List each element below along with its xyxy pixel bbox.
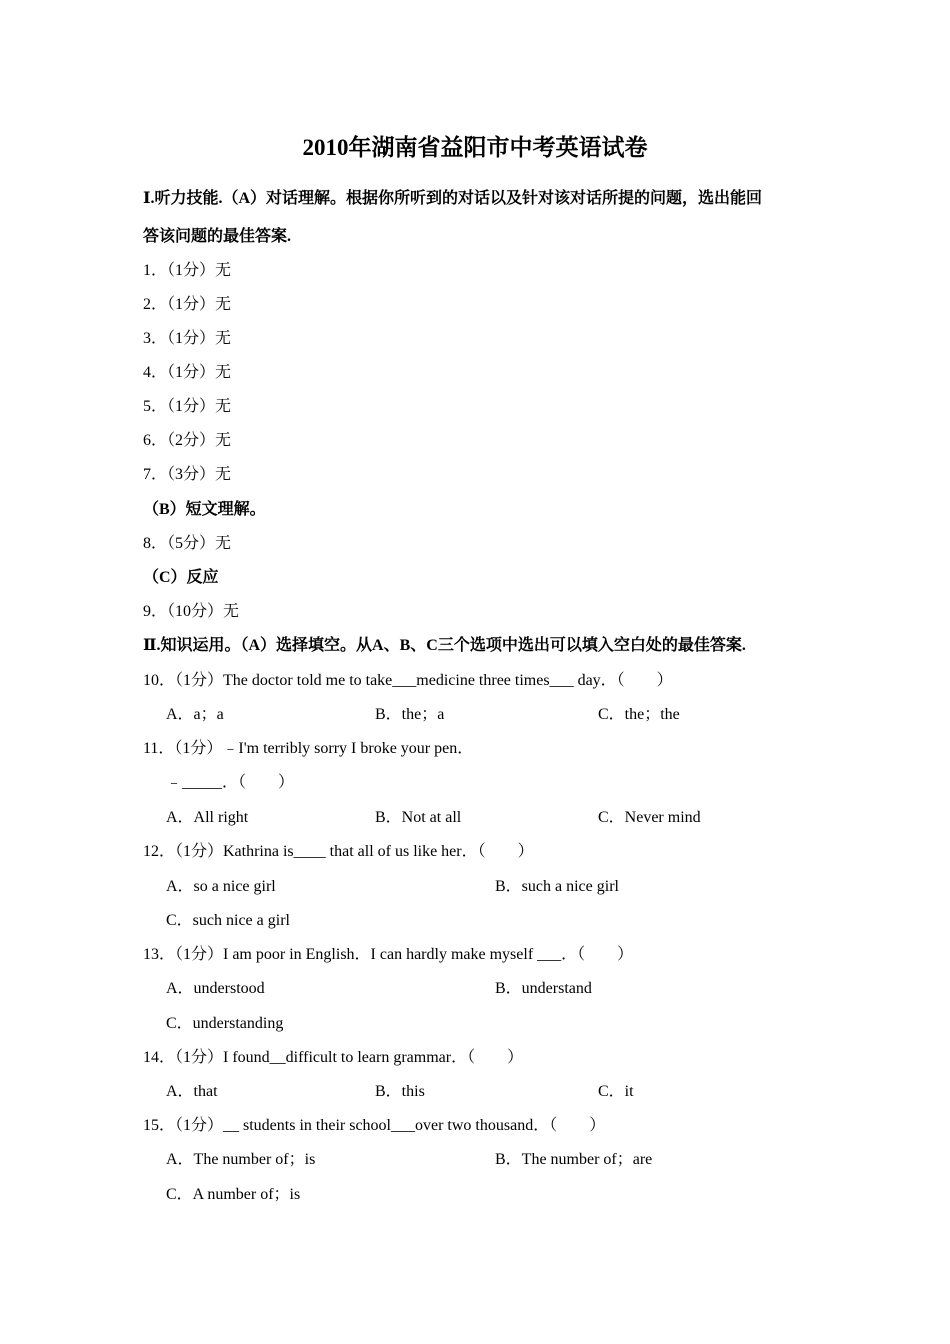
question-15-option-c: C．A number of；is [166, 1186, 301, 1203]
question-11-option-b: B．Not at all [375, 809, 462, 826]
listening-item-5: 5．（1分）无 [143, 398, 232, 415]
question-11-option-a: A．All right [166, 809, 249, 826]
question-10-stem: 10．（1分）The doctor told me to take___medicine three times___ day．（ ） [143, 672, 673, 689]
question-11-stem: 11．（1分）﹣I'm terribly sorry I broke your pen． [143, 740, 474, 757]
question-13-option-c: C．understanding [166, 1015, 284, 1032]
section-2-heading: Ⅱ.知识运用。（A）选择填空。从A、B、C三个选项中选出可以填入空白处的最佳答案. [143, 637, 746, 654]
listening-item-3: 3．（1分）无 [143, 330, 232, 347]
question-11-option-c: C．Never mind [598, 809, 701, 826]
question-15-option-a: A．The number of；is [166, 1151, 316, 1168]
question-13-stem: 13．（1分）I am poor in English．I can hardly make myself ___．（ ） [143, 946, 634, 963]
page-title: 2010年湖南省益阳市中考英语试卷 [302, 135, 648, 160]
listening-item-7: 7．（3分）无 [143, 466, 232, 483]
question-14-stem: 14．（1分）I found__difficult to learn grammar．（ ） [143, 1049, 524, 1066]
question-14-option-c: C．it [598, 1083, 634, 1100]
listening-item-2: 2．（1分）无 [143, 296, 232, 313]
listening-item-8: 8．（5分）无 [143, 535, 232, 552]
question-12-option-a: A．so a nice girl [166, 878, 276, 895]
question-12-stem: 12．（1分）Kathrina is____ that all of us like her．（ ） [143, 843, 534, 860]
question-11-stem-reply: ﹣_____．（ ） [166, 774, 295, 791]
listening-item-9: 9．（10分）无 [143, 603, 240, 620]
question-15-stem: 15．（1分）__ students in their school___over two thousand．（ ） [143, 1117, 606, 1134]
question-13-option-b: B．understand [495, 980, 592, 997]
question-12-option-b: B．such a nice girl [495, 878, 619, 895]
listening-item-4: 4．（1分）无 [143, 364, 232, 381]
section-1-heading-cont: 答该问题的最佳答案. [143, 228, 292, 245]
section-1c-heading: （C）反应 [143, 569, 219, 586]
question-13-option-a: A．understood [166, 980, 265, 997]
question-10-option-b: B．the；a [375, 706, 445, 723]
question-10-option-a: A．a；a [166, 706, 224, 723]
listening-item-1: 1．（1分）无 [143, 262, 232, 279]
question-15-option-b: B．The number of；are [495, 1151, 653, 1168]
question-10-option-c: C．the；the [598, 706, 680, 723]
listening-item-6: 6．（2分）无 [143, 432, 232, 449]
question-12-option-c: C．such nice a girl [166, 912, 290, 929]
question-14-option-a: A．that [166, 1083, 218, 1100]
question-14-option-b: B．this [375, 1083, 425, 1100]
section-1b-heading: （B）短文理解。 [143, 501, 266, 518]
section-1-heading: Ⅰ.听力技能.（A）对话理解。根据你所听到的对话以及针对该对话所提的问题，选出能回 [143, 190, 763, 207]
